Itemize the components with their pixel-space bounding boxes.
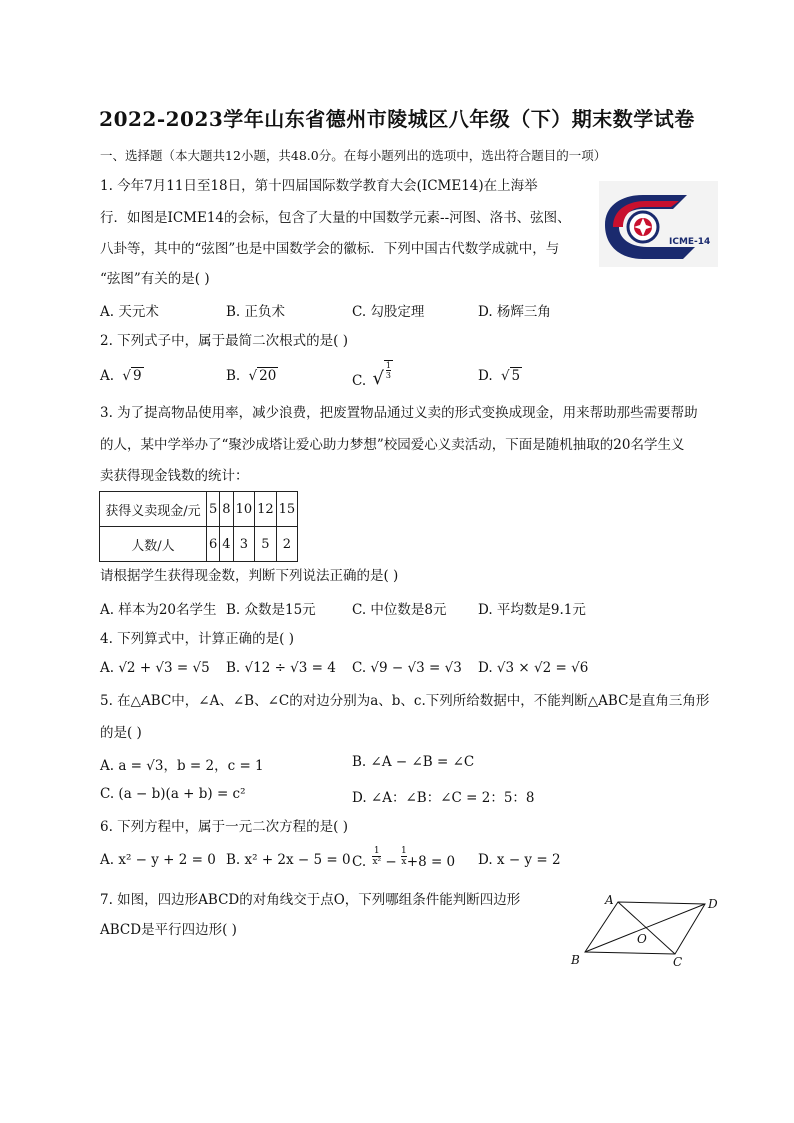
table-cell: 6 [207,527,220,562]
table-cell: 5 [207,492,220,527]
q4-option-c: C. √9 − √3 = √3 [352,660,462,676]
label-b: B [571,953,580,967]
q5-option-c: C. (a − b)(a + b) = c² [100,786,246,802]
q4-stem: 4. 下列算式中，计算正确的是( ) [100,631,294,647]
q2-option-d: D. √ 5 [478,368,521,384]
q2-option-a: A. √ 9 [100,368,142,384]
page-title: 2022-2023学年山东省德州市陵城区八年级（下）期末数学试卷 [99,107,695,131]
table-cell: 4 [220,527,233,562]
section-heading: 一、选择题（本大题共12小题，共48.0分。在每小题列出的选项中，选出符合题目的一项） [100,148,607,163]
q6-stem: 6. 下列方程中，属于一元二次方程的是( ) [100,819,348,835]
q5-option-a: A. a = √3，b = 2，c = 1 [100,758,264,774]
q7-line-2: ABCD是平行四边形( ) [100,922,237,938]
label-a: A [605,893,614,907]
q6-option-d: D. x − y = 2 [478,852,561,868]
logo-text: ICME-14 [669,237,711,247]
label-c: C [673,955,683,969]
table-cell: 12 [255,492,277,527]
q2-option-c: C. √ $\frac{1}{3}$ [352,361,392,389]
q3-option-d: D. 平均数是9.1元 [478,602,586,618]
q1-line-2: 行．如图是ICME14的会标，包含了大量的中国数学元素--河图、洛书、弦图、 [100,210,571,226]
q6-option-c: C. $\frac{1}{\text{x²}}$ − $\frac{1}{x}$ +8 = 0 [352,846,456,870]
q4-option-b: B. √12 ÷ √3 = 4 [226,660,336,676]
label-d: D [708,897,718,911]
q1-line-4: “弦图”有关的是( ) [100,271,210,287]
q5-option-d: D. ∠A：∠B：∠C = 2：5：8 [352,790,535,806]
table-row [100,492,298,527]
table-header-cash: 获得义卖现金/元 [100,492,207,527]
q1-option-a: A. 天元术 [100,304,159,320]
q5-line-1: 5. 在△ABC中，∠A、∠B、∠C的对边分别为a、b、c.下列所给数据中，不能判断△ABC是直角三角形 [100,693,710,709]
q6-option-a: A. x² − y + 2 = 0 [100,852,216,868]
table-cell: 8 [220,492,233,527]
parallelogram-diagram [565,888,725,970]
q3-line-3: 卖获得现金钱数的统计： [100,468,249,484]
q1-line-1: 1. 今年7月11日至18日，第十四届国际数学教育大会(ICME14)在上海举 [100,178,538,194]
q6-option-b: B. x² + 2x − 5 = 0 [226,852,351,868]
q1-option-c: C. 勾股定理 [352,304,425,320]
q4-option-d: D. √3 × √2 = √6 [478,660,589,676]
icme14-logo [599,181,718,267]
q3-option-a: A. 样本为20名学生 [100,602,217,618]
q2-stem: 2. 下列式子中，属于最简二次根式的是( ) [100,333,348,349]
table-header-count: 人数/人 [100,527,207,562]
label-o: O [637,932,647,946]
q1-line-3: 八卦等，其中的“弦图”也是中国数学会的徽标．下列中国古代数学成就中，与 [100,241,560,257]
table-cell: 2 [276,527,298,562]
table-cell: 5 [255,527,277,562]
q3-option-b: B. 众数是15元 [226,602,316,618]
q2-option-b: B. √ 20 [226,368,277,384]
q3-line-2: 的人，某中学举办了“聚沙成塔让爱心助力梦想”校园爱心义卖活动，下面是随机抽取的20名学生义 [100,437,685,453]
q1-option-d: D. 杨辉三角 [478,304,551,320]
q3-option-c: C. 中位数是8元 [352,602,447,618]
cash-statistics-table [99,491,298,562]
table-row [100,527,298,562]
q5-option-b: B. ∠A − ∠B = ∠C [352,754,475,770]
table-cell: 10 [233,492,255,527]
q4-option-a: A. √2 + √3 = √5 [100,660,210,676]
q3-line-1: 3. 为了提高物品使用率，减少浪费，把废置物品通过义卖的形式变换成现金，用来帮助那些需要帮助 [100,405,698,421]
table-cell: 3 [233,527,255,562]
q7-line-1: 7. 如图，四边形ABCD的对角线交于点O，下列哪组条件能判断四边形 [100,892,521,908]
table-cell: 15 [276,492,298,527]
q1-option-b: B. 正负术 [226,304,286,320]
q3-question: 请根据学生获得现金数，判断下列说法正确的是( ) [100,568,399,584]
q5-line-2: 的是( ) [100,725,142,741]
